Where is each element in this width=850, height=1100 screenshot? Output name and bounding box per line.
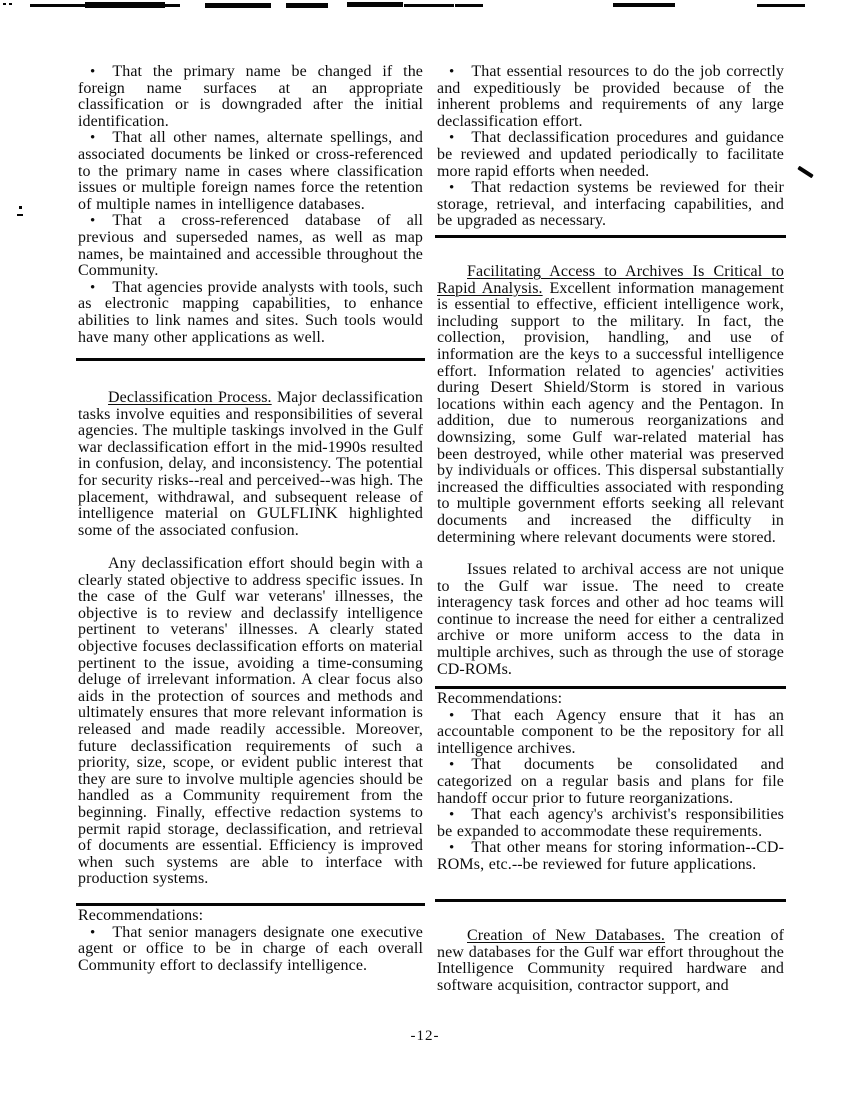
section-heading: Creation of New Databases. [467,927,666,944]
section-rule [435,686,786,689]
section-rule [76,903,425,906]
bullet-text: That senior managers designate one executive agent or office to be in charge of each overall Community effort to declassify intelligence. [78,923,423,974]
facilitating-access-paragraph [437,264,784,546]
list-item [437,840,784,873]
list-item [437,64,784,130]
section-heading: Declassification Process. [108,389,272,406]
list-item [78,213,423,279]
declassification-objective-paragraph [78,556,423,888]
list-item [437,180,784,230]
left-recommendations [78,908,423,974]
recommendations-title: Recommendations: [78,907,204,924]
scan-artifact-dash [404,4,454,7]
page-number: -12- [410,1028,440,1044]
paragraph-text: Major declassification tasks involve equities and responsibilities of several agencies. The multiple taskings involved in the Gulf war declassification effort in the mid-1990s resulted in confusion, delay, and inconsistency. The potential for security risks--real and perceived--was high. The placement, withdrawal, and subsequent release of intelligence material on GULFLINK highlighted some of the associated confusion. [78,389,423,539]
list-item [78,280,423,346]
margin-colon-dot [19,206,22,209]
right-recommendations [437,691,784,874]
margin-check-mark [797,166,813,179]
creation-new-databases-paragraph [437,928,784,994]
scan-artifact-dash [455,4,483,7]
scan-artifact-dot [9,3,12,5]
bullet-text: That other means for storing information--CD-ROMs, etc.--be reviewed for future applications. [437,839,784,873]
bullet-text: That all other names, alternate spellings, and associated documents be linked or cross-referenced to the primary name in cases where classification issues or multiple foreign names force the retention of multiple names in intelligence databases. [78,129,423,213]
scan-artifact-dash [757,4,805,7]
list-item [437,708,784,758]
scan-artifact-dash [347,2,403,7]
bullet-text: That documents be consolidated and categorized on a regular basis and plans for file handoff occur prior to future reorganizations. [437,756,784,807]
bullet-text: That a cross-referenced database of all previous and superseded names, as well as map names, be maintained and accessible throughout the Community. [78,212,423,280]
list-item [437,130,784,180]
section-heading: Facilitating Access to Archives Is Critical to Rapid Analysis. [437,263,784,297]
margin-colon-dash [17,214,23,216]
scan-artifact-dot [3,3,6,5]
list-item [78,925,423,975]
list-item [78,64,423,130]
section-rule [435,235,786,238]
bullet-text: That agencies provide analysts with tools, such as electronic mapping capabilities, to enhance abilities to link names and sites. Such tools would have many other applications as well. [78,278,423,346]
archival-access-paragraph [437,562,784,678]
bullet-text: That redaction systems be reviewed for their storage, retrieval, and interfacing capabilities, and be upgraded as necessary. [437,179,784,230]
list-item [437,757,784,807]
scan-artifact-dash [205,3,271,8]
section-rule [76,358,425,361]
bullet-text: That declassification procedures and guidance be reviewed and updated periodically to facilitate more rapid efforts when needed. [437,129,784,180]
recommendations-title: Recommendations: [437,690,563,707]
declassification-process-paragraph [78,390,423,539]
paragraph-text: Any declassification effort should begin with a clearly stated objective to address specific issues. In the case of the Gulf war veterans' illnesses, the objective is to review and declassify intelligence pertinent to veterans' illnesses. A clearly stated objective focuses declassification efforts on material pertinent to the issue, avoiding a time-consuming deluge of irrelevant information. A clear focus also aids in the protection of sources and methods and ultimately ensures that more relevant information is released and made readily accessible. Moreover, future declassification requirements of such a priority, size, scope, or evident public interest that they are sure to involve multiple agencies should be handled as a Community requirement from the beginning. Finally, effective redaction systems to permit rapid storage, declassification, and retrieval of documents are essential. Efficiency is improved when such systems are able to interface with production systems. [78,555,423,888]
list-item [78,130,423,213]
right-top-bullet-list [437,64,784,230]
bullet-text: That the primary name be changed if the foreign name surfaces at an appropriate classification or is downgraded after the initial identification. [78,63,423,130]
paragraph-text: The creation of new databases for the Gulf war effort throughout the Intelligence Community required hardware and software acquisition, contractor support, and [437,927,785,994]
bullet-text: That each agency's archivist's responsibilities be expanded to accommodate these requirements. [437,806,784,840]
section-rule [435,899,786,902]
paragraph-text: Excellent information management is essential to effective, efficient intelligence work, including support to the military. In fact, the collection, provision, handling, and use of information are the keys to a successful intelligence effort. Information related to agencies' activities during Desert Shield/Storm is stored in various locations within each agency and the Pentagon. In addition, due to numerous reorganizations and downsizing, some Gulf war-related material has been destroyed, while other material was preserved by individuals or offices. This dispersal substantially increased the difficulties associated with responding to multiple government efforts seeking all relevant documents and increased the difficulty in determining where relevant documents were stored. [437,279,784,546]
list-item [437,807,784,840]
paragraph-text: Issues related to archival access are not unique to the Gulf war issue. The need to create interagency task forces and other ad hoc teams will continue to increase the need for either a centralized archive or more uniform access to the data in multiple archives, such as through the use of storage CD-ROMs. [437,561,784,678]
scan-artifact-dash [613,3,675,7]
left-top-bullet-list [78,64,423,346]
bullet-text: That essential resources to do the job correctly and expeditiously be provided because of the inherent problems and requirements of any large declassification effort. [437,63,784,130]
scan-artifact-dash [85,2,165,8]
bullet-text: That each Agency ensure that it has an accountable component to be the repository for all intelligence archives. [437,706,784,757]
scan-artifact-dash [286,3,328,8]
